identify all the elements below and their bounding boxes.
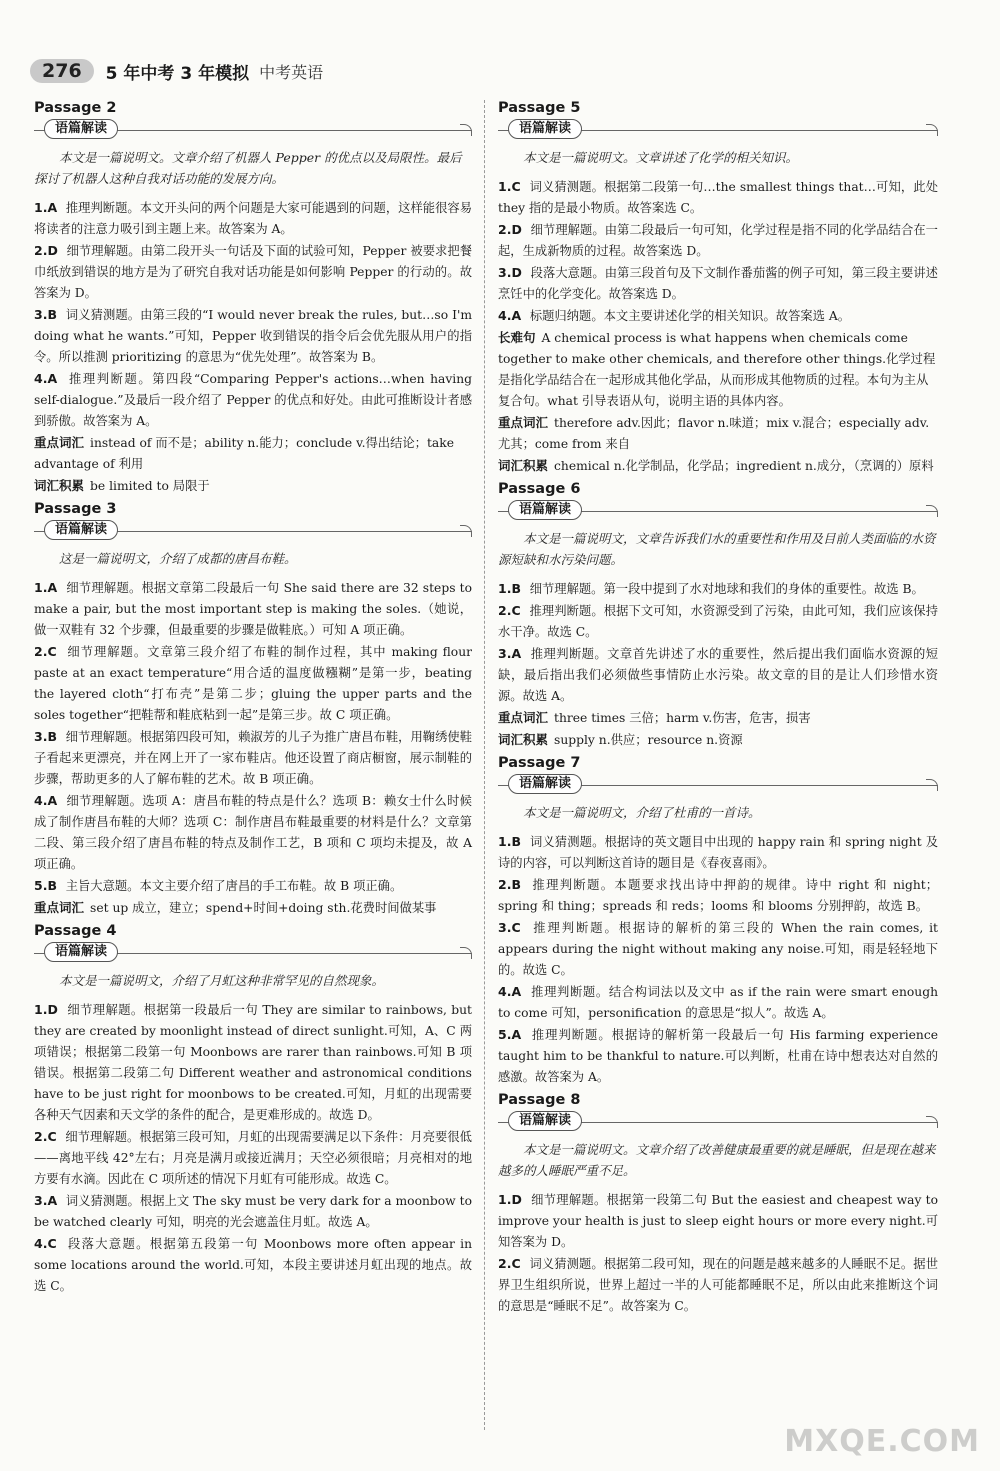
answer-item — [498, 176, 938, 219]
right-column — [498, 96, 938, 1319]
section-tag-row — [498, 119, 938, 141]
answer-item — [498, 600, 938, 643]
answer-number: 1.D — [498, 1192, 532, 1207]
passage-summary: 本文是一篇说明文，介绍了杜甫的一首诗。 — [523, 805, 761, 820]
note-label: 词汇积累 — [498, 732, 549, 747]
answer-item — [34, 304, 472, 368]
answer-number: 4.A — [498, 308, 530, 323]
answer-number: 2.D — [34, 243, 67, 258]
answer-explanation: 段落大意题。根据第五段第一句 Moonbows more often appear in some locations around the world.可知，本段主要讲述月虹出现的地点。故选 C。 — [34, 1237, 473, 1293]
answer-number: 3.A — [498, 646, 531, 661]
passage-summary: 本文是一篇说明文，文章告诉我们水的重要性和作用及目前人类面临的水资源短缺和水污染问题。 — [498, 531, 936, 567]
answer-number: 4.C — [34, 1236, 68, 1251]
section-tag-row — [34, 520, 472, 542]
passage-section — [498, 753, 938, 1088]
answer-explanation: 细节理解题。根据文章第二段最后一句 She said there are 32 steps to make a pair, but the most important step is making the soles.（她说，做一双鞋有 32 个步骤，但最重要的步骤是做鞋底。）可知 A 项正确。 — [34, 581, 473, 637]
answer-explanation: 细节理解题。文章第三段介绍了布鞋的制作过程，其中 making flour paste at an exact temperature“用合适的温度做糨糊”是第一步，beating the layered cloth“打布壳”是第二步；gluing the upper parts and the soles together“把鞋帮和鞋底粘到一起”是第三步。故 C 项正确。 — [34, 645, 473, 722]
passage-title: Passage 3 — [34, 501, 117, 517]
answer-number: 3.C — [498, 920, 534, 935]
section-tag: 语篇解读 — [44, 520, 118, 540]
answer-explanation: 词义猜测题。根据第二段可知，现在的问题是越来越多的人睡眠不足。据世界卫生组织所说，世界上超过一半的人可能都睡眠不足，所以由此来推断这个词的意思是“睡眠不足”。故答案为 C。 — [498, 1257, 938, 1313]
note-text: chemical n.化学制品，化学品；ingredient n.成分，（烹调的）原料 — [554, 459, 934, 473]
answer-item — [498, 1189, 938, 1253]
answer-item — [34, 875, 472, 897]
section-tag: 语篇解读 — [44, 942, 118, 962]
answer-number: 2.B — [498, 877, 533, 892]
answer-number: 4.A — [498, 984, 532, 999]
vocab-note — [498, 412, 938, 455]
section-tag: 语篇解读 — [44, 119, 118, 139]
vocab-note — [34, 897, 472, 919]
note-label: 词汇积累 — [34, 478, 85, 493]
answer-number: 3.B — [34, 307, 66, 322]
note-label: 重点词汇 — [498, 710, 549, 725]
answer-item — [34, 1233, 472, 1297]
vocab-note — [498, 327, 938, 412]
book-title: 5 年中考 3 年模拟 — [105, 63, 250, 84]
answer-item — [34, 999, 472, 1126]
page-number: 276 — [30, 59, 94, 83]
answer-explanation: 推理判断题。本题要求找出诗中押韵的规律。诗中 right 和 night；spring 和 thing；spreads 和 reds；looms 和 blooms 分别押韵，故选 B。 — [498, 878, 938, 913]
answer-explanation: 词义猜测题。由第三段的“I would never break the rules, but…so I'm doing what he wants.”可知，Pepper 收到错误的指令后会优先服从用户的指令。所以推测 prioritizing 的意思为“优先处理”。故答案为 B。 — [34, 308, 472, 364]
passage-section — [498, 98, 938, 477]
section-tag: 语篇解读 — [508, 119, 582, 139]
answer-item — [34, 368, 472, 432]
answer-explanation: 推理判断题。本文开头问的两个问题是大家可能遇到的问题，这样能很容易将读者的注意力吸引到主题上来。故答案为 A。 — [34, 201, 472, 236]
note-text: instead of 而不是；ability n.能力；conclude v.得出结论；take advantage of 利用 — [34, 436, 454, 471]
note-label: 重点词汇 — [34, 900, 85, 915]
answer-number: 3.A — [34, 1193, 66, 1208]
answer-item — [34, 641, 472, 726]
passage-title: Passage 4 — [34, 923, 117, 939]
answer-number: 1.A — [34, 580, 67, 595]
answer-item — [498, 981, 938, 1024]
tag-rule-end — [926, 505, 938, 517]
answer-number: 3.B — [34, 729, 66, 744]
answer-explanation: 推理判断题。结合构词法以及文中 as if the rain were smart enough to come 可知，personification 的意思是“拟人”。故选 A。 — [498, 985, 938, 1020]
section-tag-row — [34, 942, 472, 964]
answer-explanation: 标题归纳题。本文主要讲述化学的相关知识。故答案选 A。 — [529, 309, 851, 323]
answer-item — [34, 726, 472, 790]
passage-section — [34, 499, 472, 919]
note-label: 词汇积累 — [498, 458, 549, 473]
vocab-note — [498, 707, 938, 729]
passage-title: Passage 7 — [498, 755, 581, 771]
section-tag: 语篇解读 — [508, 500, 582, 520]
answer-explanation: 细节理解题。由第二段最后一句可知，化学过程是指不同的化学品结合在一起，生成新物质的过程。故答案选 D。 — [498, 223, 938, 258]
watermark: MXQE.COM — [784, 1424, 980, 1459]
tag-rule-end — [460, 124, 472, 136]
answer-number: 4.A — [34, 793, 67, 808]
answer-explanation: 细节理解题。根据第一段最后一句 They are similar to rainbows, but they are created by moonlight instead of direct sunlight.可知，A、C 两项错误；根据第二段第一句 Moonbows are rarer than rainbows.可知 B 项错误。根据第二段第二句 Different weather and astronomical conditions have to be just right for moonbows to be created.可知，月虹的出现需要各种天气因素和天文学的条件的配合，是更难形成的。故选 D。 — [34, 1003, 472, 1122]
answer-number: 5.B — [34, 878, 66, 893]
answer-number: 2.D — [498, 222, 531, 237]
passage-section — [34, 98, 472, 497]
passage-summary: 本文是一篇说明文。文章讲述了化学的相关知识。 — [523, 150, 799, 165]
tag-rule-end — [926, 124, 938, 136]
answer-number: 2.C — [34, 1129, 66, 1144]
answer-number: 1.B — [498, 581, 530, 596]
note-text: be limited to 局限于 — [90, 479, 210, 493]
answer-explanation: 推理判断题。根据诗的解析第一段最后一句 His farming experience taught him to be thankful to nature.可以判断，杜甫在诗中想表达对自然的感激。故答案为 A。 — [498, 1028, 939, 1084]
answer-number: 2.C — [34, 644, 68, 659]
passage-summary: 本文是一篇说明文，介绍了月虹这种非常罕见的自然现象。 — [59, 973, 385, 988]
passage-title: Passage 2 — [34, 100, 117, 116]
note-label: 重点词汇 — [34, 435, 85, 450]
answer-number: 2.C — [498, 603, 530, 618]
answer-explanation: 细节理解题。第一段中提到了水对地球和我们的身体的重要性。故选 B。 — [529, 582, 924, 596]
note-text: A chemical process is what happens when chemicals come together to make other chemicals, and therefore other things.化学过程是指化学品结合在一起形成其他化学品，从而形成其他物质的过程。本句为主从复合句。what 引导表语从句，说明主语的具体内容。 — [498, 331, 936, 408]
answer-item — [498, 643, 938, 707]
section-tag-row — [498, 774, 938, 796]
answer-explanation: 细节理解题。根据第一段第二句 But the easiest and cheapest way to improve your health is just to sleep eight hours or more every night.可知答案为 D。 — [498, 1193, 938, 1249]
answer-number: 1.B — [498, 834, 530, 849]
answer-item — [34, 577, 472, 641]
tag-rule-end — [460, 525, 472, 537]
note-text: supply n.供应；resource n.资源 — [554, 733, 743, 747]
answer-number: 1.D — [34, 1002, 68, 1017]
answer-item — [34, 1190, 472, 1233]
page-header — [30, 56, 323, 86]
tag-rule-end — [926, 779, 938, 791]
note-text: three times 三倍；harm v.伤害，危害，损害 — [554, 711, 811, 725]
note-text: set up 成立，建立；spend+时间+doing sth.花费时间做某事 — [90, 901, 437, 915]
answer-item — [498, 831, 938, 874]
section-tag: 语篇解读 — [508, 1111, 582, 1131]
note-label: 长难句 — [498, 330, 536, 345]
note-label: 重点词汇 — [498, 415, 549, 430]
passage-summary: 本文是一篇说明文。文章介绍了改善健康最重要的就是睡眠，但是现在越来越多的人睡眠严重不足。 — [498, 1142, 936, 1178]
answer-number: 5.A — [498, 1027, 532, 1042]
passage-summary: 这是一篇说明文，介绍了成都的唐昌布鞋。 — [59, 551, 297, 566]
column-divider — [484, 100, 485, 1430]
answer-number: 1.A — [34, 200, 66, 215]
passage-title: Passage 6 — [498, 481, 581, 497]
answer-item — [34, 197, 472, 240]
vocab-note — [498, 455, 938, 477]
section-tag: 语篇解读 — [508, 774, 582, 794]
passage-section — [498, 1090, 938, 1317]
passage-section — [498, 479, 938, 751]
answer-item — [498, 262, 938, 305]
answer-item — [498, 305, 938, 327]
answer-item — [34, 1126, 472, 1190]
section-tag-row — [498, 500, 938, 522]
answer-number: 1.C — [498, 179, 530, 194]
note-text: therefore adv.因此；flavor n.味道；mix v.混合；especially adv.尤其；come from 来自 — [498, 416, 930, 451]
answer-item — [34, 790, 472, 875]
passage-summary: 本文是一篇说明文。文章介绍了机器人 Pepper 的优点以及局限性。最后探讨了机器人这种自我对话功能的发展方向。 — [34, 150, 462, 186]
answer-explanation: 推理判断题。第四段“Comparing Pepper's actions…when having self-dialogue.”及最后一段介绍了 Pepper 的优点和好处。由此可推断设计者感到骄傲。故答案为 A。 — [34, 372, 473, 428]
passage-title: Passage 5 — [498, 100, 581, 116]
answer-explanation: 词义猜测题。根据第二段第一句…the smallest things that…可知，此处 they 指的是最小物质。故答案选 C。 — [498, 180, 938, 215]
answer-explanation: 细节理解题。由第二段开头一句话及下面的试验可知，Pepper 被要求把餐巾纸放到错误的地方是为了研究自我对话功能是如何影响 Pepper 的行动的。故答案为 D。 — [34, 244, 472, 300]
section-tag-row — [498, 1111, 938, 1133]
answer-explanation: 细节理解题。根据第三段可知，月虹的出现需要满足以下条件：月亮要很低——离地平线 42°左右；月亮是满月或接近满月；天空必须很暗；月亮相对的地方要有水滴。因此在 C 项所述的情况下月虹有可能形成。故选 C。 — [34, 1130, 472, 1186]
answer-number: 4.A — [34, 371, 69, 386]
answer-explanation: 推理判断题。根据诗的解析的第三段的 When the rain comes, it appears during the night without making any noise.可知，雨是轻轻地下的。故选 C。 — [498, 921, 939, 977]
answer-item — [34, 240, 472, 304]
book-subject: 中考英语 — [259, 62, 324, 82]
answer-item — [498, 874, 938, 917]
answer-explanation: 词义猜测题。根据上文 The sky must be very dark for a moonbow to be watched clearly 可知，明亮的光会遮盖住月虹。故选 A。 — [34, 1194, 472, 1229]
answer-explanation: 推理判断题。文章首先讲述了水的重要性，然后提出我们面临水资源的短缺，最后指出我们必须做些事情防止水污染。故文章的目的是让人们珍惜水资源。故选 A。 — [498, 647, 938, 703]
vocab-note — [34, 475, 472, 497]
answer-explanation: 主旨大意题。本文主要介绍了唐昌的手工布鞋。故 B 项正确。 — [65, 879, 403, 893]
answer-explanation: 细节理解题。根据第四段可知，赖淑芳的儿子为推广唐昌布鞋，用鞠绣使鞋子看起来更漂亮，并在网上开了一家布鞋店。他还设置了商店橱窗，展示制鞋的步骤，帮助更多的人了解布鞋的艺术。故 B 项正确。 — [34, 730, 472, 786]
passage-title: Passage 8 — [498, 1092, 581, 1108]
answer-item — [498, 219, 938, 262]
tag-rule-end — [460, 947, 472, 959]
answer-explanation: 推理判断题。根据下文可知，水资源受到了污染，由此可知，我们应该保持水干净。故选 C。 — [498, 604, 938, 639]
answer-number: 2.C — [498, 1256, 530, 1271]
passage-section — [34, 921, 472, 1297]
left-column — [34, 96, 472, 1299]
answer-explanation: 细节理解题。选项 A：唐昌布鞋的特点是什么？选项 B：赖女士什么时候成了制作唐昌布鞋的大师？选项 C：制作唐昌布鞋最重要的材料是什么？文章第二段、第三段介绍了唐昌布鞋的特点及制作工艺，B 项和 C 项均未提及，故 A 项正确。 — [34, 794, 472, 871]
answer-explanation: 段落大意题。由第三段首句及下文制作番茄酱的例子可知，第三段主要讲述烹饪中的化学变化。故答案选 D。 — [498, 266, 938, 301]
answer-item — [498, 1253, 938, 1317]
answer-number: 3.D — [498, 265, 531, 280]
answer-item — [498, 578, 938, 600]
answer-explanation: 词义猜测题。根据诗的英文题目中出现的 happy rain 和 spring night 及诗的内容，可以判断这首诗的题目是《春夜喜雨》。 — [498, 835, 939, 870]
answer-item — [498, 917, 938, 981]
tag-rule-end — [926, 1116, 938, 1128]
section-tag-row — [34, 119, 472, 141]
vocab-note — [34, 432, 472, 475]
vocab-note — [498, 729, 938, 751]
answer-item — [498, 1024, 938, 1088]
